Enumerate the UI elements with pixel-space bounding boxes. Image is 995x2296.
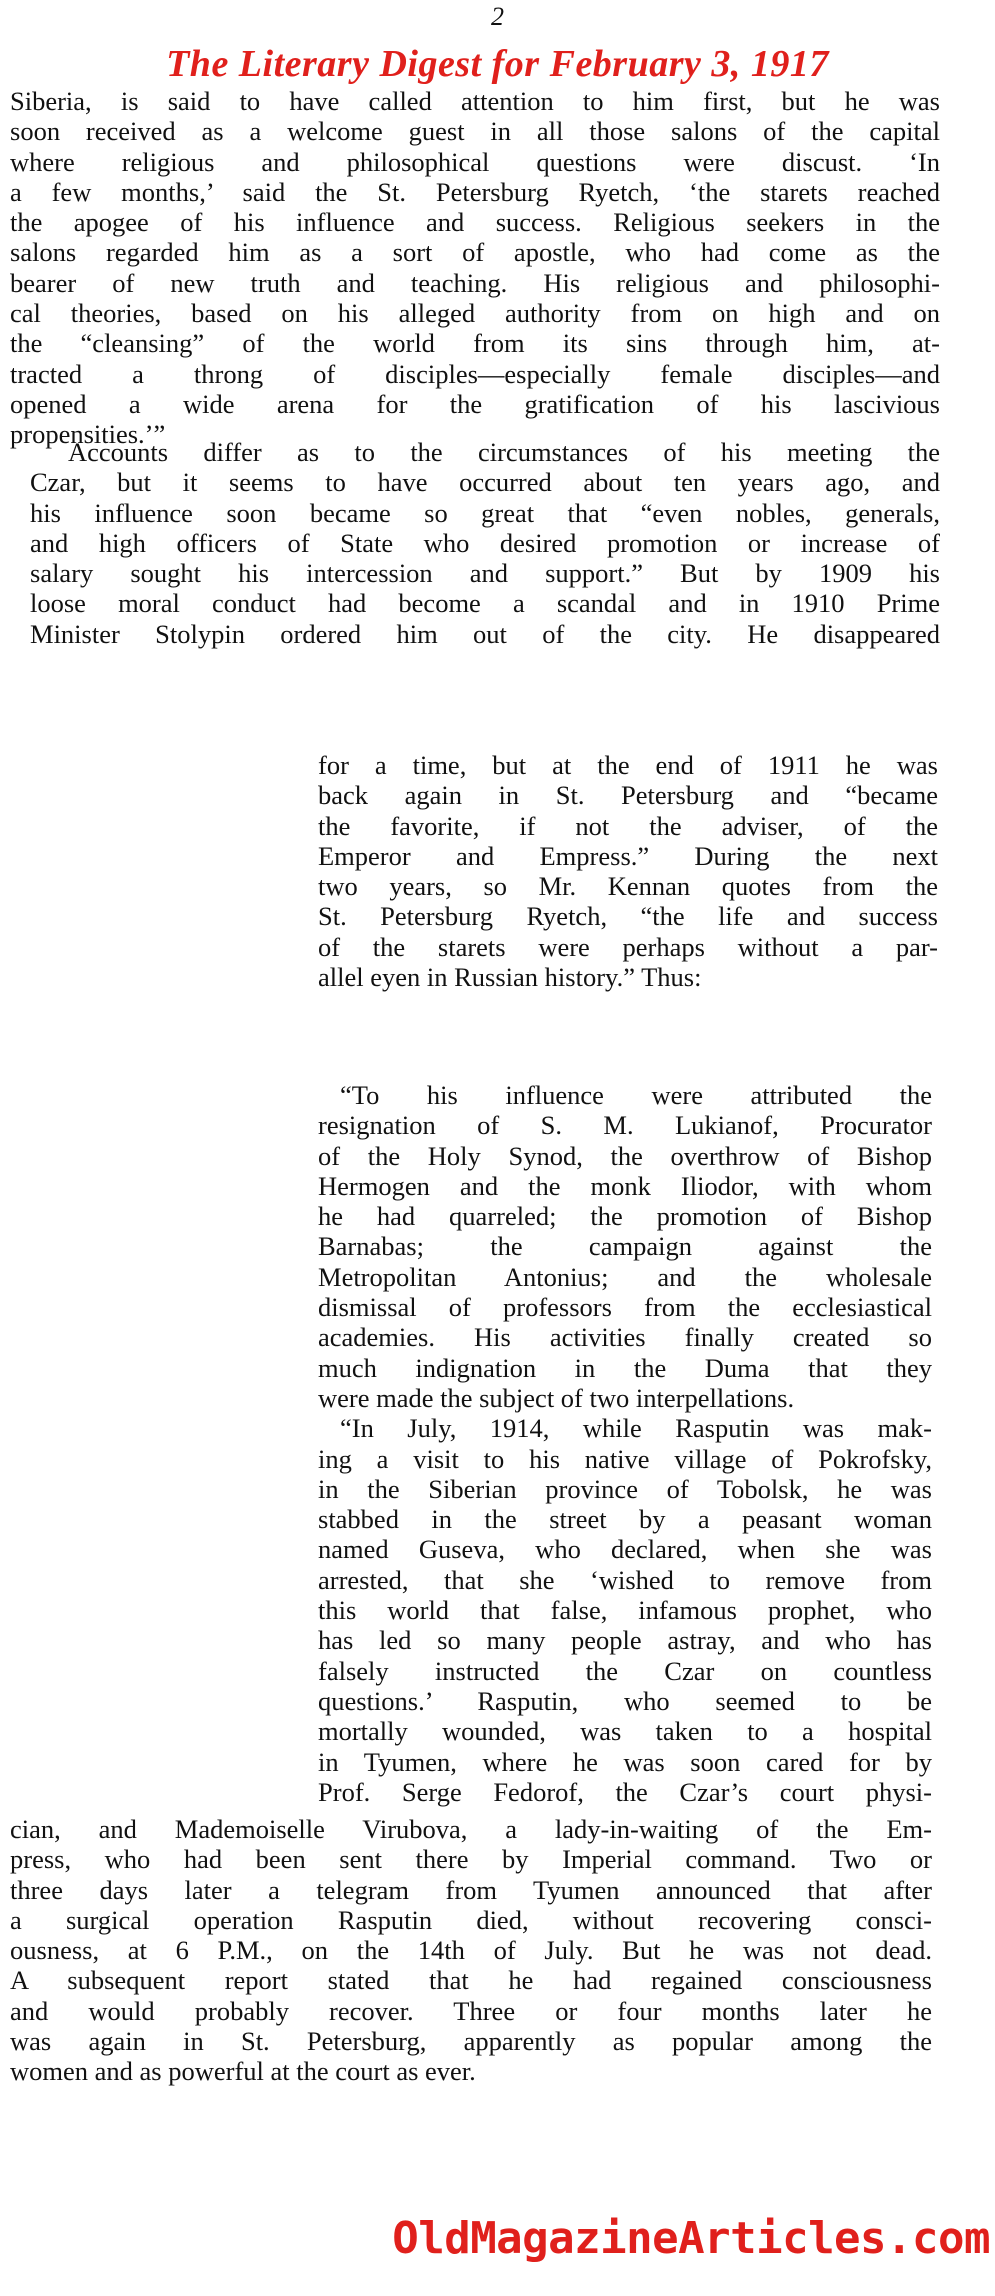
block-quotation xyxy=(318,1080,932,1807)
text-line: Czar, but it seems to have occurred about ten years ago, and xyxy=(30,467,940,498)
text-line: propensities.’” xyxy=(10,419,166,450)
text-line: loose moral conduct had become a scandal and in 1910 Prime xyxy=(30,588,940,619)
text-line: Barnabas; the campaign against the xyxy=(318,1231,932,1262)
text-line: mortally wounded, was taken to a hospital xyxy=(318,1716,932,1747)
text-line: Minister Stolypin ordered him out of the city. He disappeared xyxy=(30,618,940,649)
second-paragraph xyxy=(30,437,940,649)
text-line: Emperor and Empress.” During the next xyxy=(318,840,938,871)
text-line: allel eyen in Russian history.” Thus: xyxy=(318,962,702,993)
text-line: tracted a throng of disciples—especially female disciples—and xyxy=(10,358,940,389)
text-line: “In July, 1914, while Rasputin was mak- xyxy=(340,1413,932,1444)
text-line: soon received as a welcome guest in all those salons of the capital xyxy=(10,116,940,147)
masthead-title: The Literary Digest for February 3, 1917 xyxy=(166,43,829,85)
page-number: 2 xyxy=(491,2,504,31)
text-line: women and as powerful at the court as ever. xyxy=(10,2056,476,2087)
footer-brand-watermark: OldMagazineArticles.com xyxy=(392,2213,990,2264)
text-line: were made the subject of two interpellations. xyxy=(318,1382,795,1413)
text-line: ing a visit to his native village of Pokrofsky, xyxy=(318,1443,932,1474)
text-line: Siberia, is said to have called attention to him first, but he was xyxy=(10,86,940,116)
text-line: resignation of S. M. Lukianof, Procurator xyxy=(318,1110,932,1141)
text-line: ousness, at 6 P.M., on the 14th of July. But he was not dead. xyxy=(10,1935,932,1966)
text-line: in Tyumen, where he was soon cared for by xyxy=(318,1746,932,1777)
text-line: the apogee of his influence and success. Religious seekers in the xyxy=(10,207,940,238)
text-line: was again in St. Petersburg, apparently as popular among the xyxy=(10,2026,932,2057)
text-line: for a time, but at the end of 1911 he was xyxy=(318,750,938,780)
text-line: Metropolitan Antonius; and the wholesale xyxy=(318,1261,932,1292)
text-line: A subsequent report stated that he had regained consciousness xyxy=(10,1965,932,1996)
narrow-column-paragraph xyxy=(318,750,938,992)
text-line: of the Holy Synod, the overthrow of Bishop xyxy=(318,1140,932,1171)
text-line: stabbed in the street by a peasant woman xyxy=(318,1504,932,1535)
text-line: arrested, that she ‘wished to remove from xyxy=(318,1564,932,1595)
text-line: he had quarreled; the promotion of Bishop xyxy=(318,1201,932,1232)
text-line: the “cleansing” of the world from its sins through him, at- xyxy=(10,328,940,359)
text-line: of the starets were perhaps without a par- xyxy=(318,931,938,962)
text-line: academies. His activities finally created so xyxy=(318,1322,932,1353)
text-line: this world that false, infamous prophet, who xyxy=(318,1595,932,1626)
text-line: and would probably recover. Three or four months later he xyxy=(10,1995,932,2026)
text-line: bearer of new truth and teaching. His religious and philosophi- xyxy=(10,267,940,298)
text-line: a surgical operation Rasputin died, without recovering consci- xyxy=(10,1904,932,1935)
text-line: has led so many people astray, and who has xyxy=(318,1625,932,1656)
text-line: St. Petersburg Ryetch, “the life and success xyxy=(318,901,938,932)
text-line: salons regarded him as a sort of apostle, who had come as the xyxy=(10,237,940,268)
text-line: named Guseva, who declared, when she was xyxy=(318,1534,932,1565)
text-line: two years, so Mr. Kennan quotes from the xyxy=(318,871,938,902)
text-line: where religious and philosophical questions were discust. ‘In xyxy=(10,146,940,177)
text-line: back again in St. Petersburg and “became xyxy=(318,780,938,811)
text-line: questions.’ Rasputin, who seemed to be xyxy=(318,1685,932,1716)
text-line: the favorite, if not the adviser, of the xyxy=(318,810,938,841)
text-line: dismissal of professors from the ecclesiastical xyxy=(318,1292,932,1323)
text-line: cian, and Mademoiselle Virubova, a lady-in-waiting of the Em- xyxy=(10,1814,932,1844)
text-line: falsely instructed the Czar on countless xyxy=(318,1655,932,1686)
text-line: opened a wide arena for the gratification of his lascivious xyxy=(10,388,940,419)
text-line: Prof. Serge Fedorof, the Czar’s court physi- xyxy=(318,1776,932,1807)
text-line: “To his influence were attributed the xyxy=(340,1080,932,1110)
text-line: and high officers of State who desired promotion or increase of xyxy=(30,527,940,558)
text-line: in the Siberian province of Tobolsk, he was xyxy=(318,1473,932,1504)
text-line: three days later a telegram from Tyumen announced that after xyxy=(10,1874,932,1905)
intro-paragraph xyxy=(10,86,940,450)
text-line: press, who had been sent there by Imperial command. Two or xyxy=(10,1844,932,1875)
text-line: much indignation in the Duma that they xyxy=(318,1352,932,1383)
text-line: a few months,’ said the St. Petersburg Ryetch, ‘the starets reached xyxy=(10,176,940,207)
text-line: Hermogen and the monk Iliodor, with whom xyxy=(318,1170,932,1201)
text-line: Accounts differ as to the circumstances of his meeting the xyxy=(68,437,940,467)
text-line: his influence soon became so great that “even nobles, generals, xyxy=(30,497,940,528)
text-line: salary sought his intercession and support.” But by 1909 his xyxy=(30,558,940,589)
closing-paragraph xyxy=(10,1814,932,2087)
text-line: cal theories, based on his alleged authority from on high and on xyxy=(10,298,940,329)
